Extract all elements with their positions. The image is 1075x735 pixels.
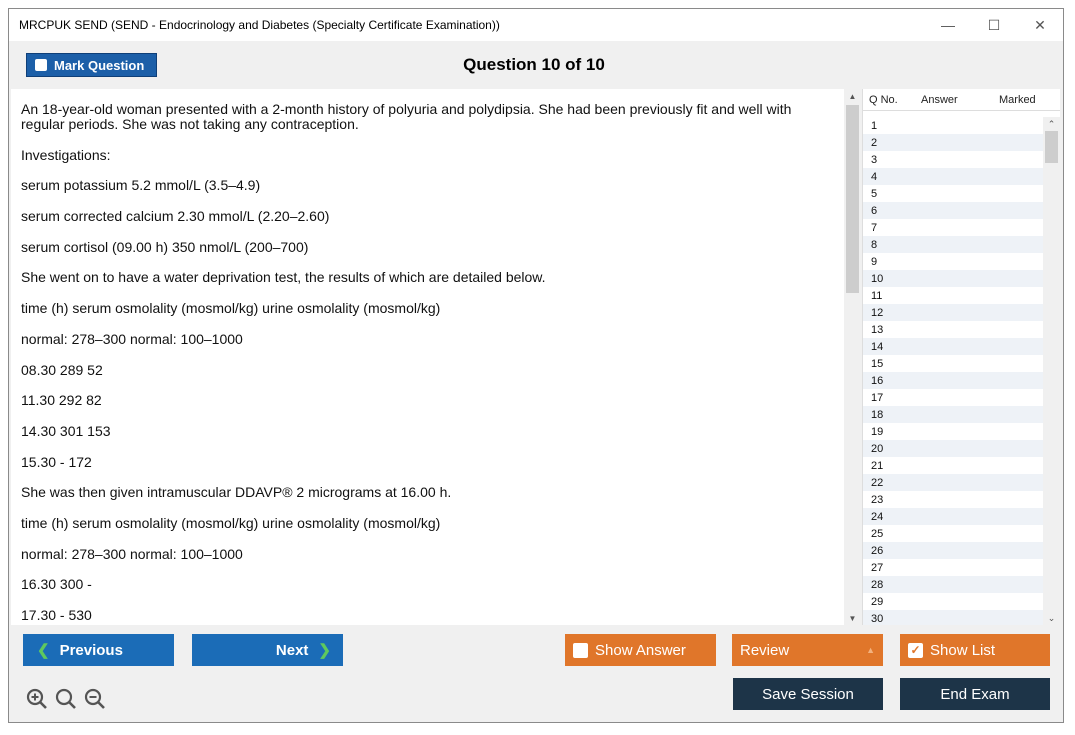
review-dropdown[interactable] <box>732 634 883 666</box>
question-paragraph: 11.30 292 82 <box>21 392 102 409</box>
chevron-left-icon: ❮ <box>37 642 50 659</box>
question-list-row[interactable]: 24 <box>863 508 1043 525</box>
question-list-row[interactable]: 5 <box>871 187 878 200</box>
question-list-rows <box>863 117 1043 625</box>
question-list-row[interactable]: 1 <box>871 119 878 132</box>
scroll-up-arrow-icon[interactable]: ▲ <box>848 91 857 101</box>
question-paragraph: 08.30 289 52 <box>21 361 103 378</box>
question-list-row[interactable]: 10 <box>863 270 1043 287</box>
question-paragraph: She went on to have a water deprivation test, the results of which are detailed below. <box>21 269 546 286</box>
question-paragraph: time (h) serum osmolality (mosmol/kg) urine osmolality (mosmol/kg) <box>21 300 441 317</box>
minimize-button[interactable]: — <box>941 17 955 33</box>
show-list-checkbox[interactable]: ✓ <box>908 643 923 658</box>
question-list-row[interactable]: 18 <box>863 406 1043 423</box>
question-list-row[interactable]: 27 <box>871 561 884 574</box>
chevron-right-icon: ❯ <box>318 642 331 659</box>
review-label: Review <box>740 641 790 659</box>
show-answer-checkbox[interactable] <box>573 643 588 658</box>
question-list-row[interactable]: 21 <box>871 459 884 472</box>
list-scroll-thumb[interactable] <box>1045 131 1058 163</box>
question-paragraph: She was then given intramuscular DDAVP® 2 micrograms at 16.00 h. <box>21 484 452 501</box>
question-list-row[interactable]: 16 <box>863 372 1043 389</box>
caret-up-icon: ▲ <box>866 645 875 655</box>
mark-question-button[interactable] <box>26 53 157 77</box>
end-exam-button[interactable]: End Exam <box>900 678 1050 710</box>
question-list-row[interactable]: 6 <box>863 202 1043 219</box>
app-window <box>8 8 1064 723</box>
question-list-row[interactable]: 15 <box>871 357 884 370</box>
scroll-down-arrow-icon[interactable]: ▼ <box>848 613 857 623</box>
question-list-row[interactable]: 23 <box>871 493 884 506</box>
next-label: Next <box>275 641 309 659</box>
show-answer-label: Show Answer <box>595 641 686 659</box>
question-list-panel <box>862 89 1060 625</box>
previous-button[interactable] <box>23 634 174 666</box>
show-list-button[interactable] <box>900 634 1050 666</box>
list-scroll-down-icon[interactable]: ⌄ <box>1047 612 1056 623</box>
col-marked: Marked <box>999 93 1036 106</box>
question-body <box>11 89 844 623</box>
maximize-button[interactable]: ☐ <box>987 16 1001 33</box>
question-paragraph: normal: 278–300 normal: 100–1000 <box>21 330 243 347</box>
question-list-row[interactable]: 14 <box>863 338 1043 355</box>
previous-label: Previous <box>59 641 123 659</box>
question-list-row[interactable]: 12 <box>863 304 1043 321</box>
question-paragraph: 17.30 - 530 <box>21 607 92 623</box>
question-list-row[interactable]: 22 <box>863 474 1043 491</box>
question-list-row[interactable]: 3 <box>871 153 878 166</box>
question-paragraph: Investigations: <box>21 146 111 163</box>
question-text-pane <box>11 89 844 625</box>
question-list-header <box>863 89 1060 111</box>
question-list-row[interactable]: 26 <box>863 542 1043 559</box>
question-scrollbar[interactable] <box>844 89 861 625</box>
question-list-row[interactable]: 25 <box>871 527 884 540</box>
question-paragraph: 14.30 301 153 <box>21 422 111 439</box>
title-bar <box>9 9 1063 41</box>
close-button[interactable]: ✕ <box>1034 16 1046 33</box>
question-list-row[interactable]: 28 <box>863 576 1043 593</box>
next-button[interactable] <box>192 634 343 666</box>
zoom-out-icon[interactable] <box>83 687 107 711</box>
question-list-row[interactable]: 11 <box>871 289 883 302</box>
question-list-row[interactable]: 20 <box>863 440 1043 457</box>
question-list-row[interactable]: 4 <box>863 168 1043 185</box>
question-header <box>9 41 1063 89</box>
question-list-row[interactable]: 29 <box>871 595 884 608</box>
window-title: MRCPUK SEND (SEND - Endocrinology and Diabetes (Specialty Certificate Examination)) <box>19 18 500 32</box>
mark-question-checkbox[interactable] <box>35 59 47 71</box>
mark-question-label: Mark Question <box>54 57 145 73</box>
question-list-row[interactable]: 9 <box>871 255 878 268</box>
question-paragraph: An 18-year-old woman presented with a 2-month history of polyuria and polydipsia. She had been previously fit and well with regular periods. She was not taking any contraception. <box>21 101 792 132</box>
zoom-in-icon[interactable] <box>25 687 49 711</box>
save-session-button[interactable]: Save Session <box>733 678 883 710</box>
question-list-row[interactable]: 7 <box>871 221 878 234</box>
question-paragraph: normal: 278–300 normal: 100–1000 <box>21 545 243 562</box>
question-paragraph: serum potassium 5.2 mmol/L (3.5–4.9) <box>21 177 261 194</box>
list-scroll-up-icon[interactable]: ⌃ <box>1047 118 1056 129</box>
question-paragraph: serum cortisol (09.00 h) 350 nmol/L (200–700) <box>21 238 309 255</box>
question-list-row[interactable]: 17 <box>871 391 884 404</box>
question-paragraph: 16.30 300 - <box>21 576 92 593</box>
question-list-row[interactable]: 2 <box>863 134 1043 151</box>
question-list-row[interactable]: 19 <box>871 425 884 438</box>
question-paragraph: 15.30 - 172 <box>21 453 92 470</box>
question-list-row[interactable]: 8 <box>863 236 1043 253</box>
question-paragraph: time (h) serum osmolality (mosmol/kg) urine osmolality (mosmol/kg) <box>21 514 441 531</box>
question-title: Question 10 of 10 <box>463 55 605 74</box>
question-list-scrollbar[interactable] <box>1043 117 1060 625</box>
question-paragraph: serum corrected calcium 2.30 mmol/L (2.20–2.60) <box>21 208 330 225</box>
question-list-row[interactable]: 30 <box>863 610 1043 625</box>
question-list-row[interactable]: 13 <box>871 323 884 336</box>
show-answer-button[interactable] <box>565 634 716 666</box>
scroll-thumb[interactable] <box>846 105 859 293</box>
col-qno: Q No. <box>869 93 898 106</box>
zoom-controls <box>25 687 107 711</box>
col-answer: Answer <box>921 93 958 106</box>
show-list-label: Show List <box>930 641 996 659</box>
zoom-reset-icon[interactable] <box>54 687 78 711</box>
